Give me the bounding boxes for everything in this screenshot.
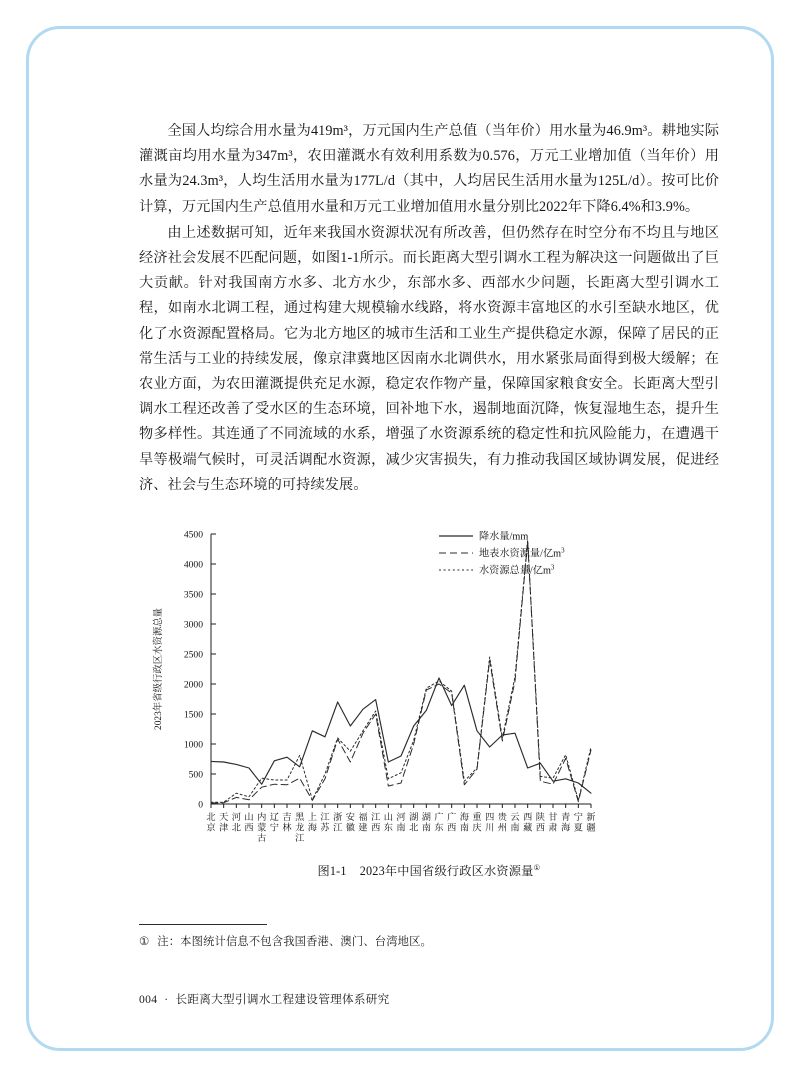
svg-text:浙: 浙 (333, 812, 343, 823)
svg-text:肃: 肃 (548, 822, 558, 833)
svg-text:江: 江 (295, 832, 305, 843)
page-border-frame (26, 26, 774, 1051)
figure-caption-text: 2023年中国省级行政区水资源量 (359, 864, 534, 879)
body-paragraph-2: 由上述数据可知，近年来我国水资源状况有所改善，但仍然存在时空分布不均且与地区经济社会发展不匹配问题，如图1-1所示。而长距离大型引调水工程为解决这一问题做出了巨大贡献。针对我国南方水多、北方水少，东部水多、西部水少问题，长距离大型引调水工程，如南水北调工程，通过构建大规模输水线路，将水资源丰富地区的水引至缺水地区，优化了水资源配置格局。它为北方地区的城市生活和工业生产提供稳定水源，保障了居民的正常生活与工业的持续发展，像京津冀地区因南水北调供水，用水紧张局面得到极大缓解；在农业方面，为农田灌溉提供充足水源，稳定农作物产量，保障国家粮食安全。长距离大型引调水工程还改善了受水区的生态环境，回补地下水，遏制地面沉降，恢复湿地生态，提升生物多样性。其连通了不同流域的水系，增强了水资源系统的稳定性和抗风险能力，在遭遇干旱等极端气候时，可灵活调配水资源，减少灾害损失，有力推动我国区域协调发展，促进经济、社会与生态环境的可持续发展。 (139, 224, 719, 493)
svg-text:京: 京 (206, 822, 216, 833)
svg-text:吉: 吉 (282, 812, 292, 823)
figure-caption (139, 862, 719, 879)
svg-text:山: 山 (383, 812, 393, 823)
svg-text:建: 建 (358, 822, 368, 833)
svg-text:州: 州 (497, 822, 507, 833)
svg-text:东: 东 (383, 822, 393, 833)
svg-text:3500: 3500 (183, 589, 203, 601)
footer-separator-dot: · (164, 993, 169, 1006)
svg-text:4000: 4000 (183, 559, 203, 571)
svg-text:内: 内 (257, 812, 267, 823)
svg-text:地表水资源量/亿m3: 地表水资源量/亿$m^3$ (479, 546, 565, 560)
svg-text:山: 山 (244, 812, 254, 823)
svg-text:新: 新 (586, 812, 596, 823)
svg-text:西: 西 (371, 822, 381, 833)
footnote-marker: ① (139, 936, 150, 948)
svg-text:津: 津 (219, 822, 229, 833)
page-content (139, 119, 719, 1024)
svg-text:夏: 夏 (573, 822, 583, 833)
svg-text:重: 重 (472, 812, 482, 823)
svg-text:湖: 湖 (409, 812, 419, 823)
svg-text:四: 四 (485, 812, 495, 823)
svg-text:北: 北 (206, 812, 216, 823)
svg-text:疆: 疆 (586, 822, 596, 833)
svg-text:海: 海 (459, 812, 469, 823)
svg-text:1000: 1000 (183, 739, 203, 751)
svg-text:广: 广 (447, 812, 457, 823)
svg-text:水资源总量/亿m3: 水资源总量/亿$m^3$ (479, 563, 555, 577)
figure-caption-footnote-marker: ① (533, 862, 541, 872)
svg-text:2500: 2500 (183, 649, 203, 661)
svg-text:川: 川 (485, 822, 495, 833)
svg-text:广: 广 (434, 812, 444, 823)
svg-text:降水量/mm: 降水量/mm (479, 531, 529, 543)
svg-text:江: 江 (371, 812, 381, 823)
footnote-divider (139, 924, 267, 925)
svg-text:西: 西 (447, 822, 457, 833)
svg-text:河: 河 (396, 812, 406, 823)
svg-text:湖: 湖 (421, 812, 431, 823)
page-footer (139, 991, 719, 1007)
svg-text:南: 南 (421, 822, 431, 833)
svg-text:天: 天 (219, 812, 229, 823)
svg-text:青: 青 (561, 812, 571, 823)
svg-text:500: 500 (188, 769, 203, 781)
svg-text:蒙: 蒙 (257, 822, 267, 833)
svg-text:西: 西 (523, 812, 533, 823)
svg-text:庆: 庆 (472, 822, 482, 833)
svg-text:西: 西 (244, 822, 254, 833)
figure-1-1 (139, 520, 719, 890)
water-resources-line-chart (139, 520, 719, 860)
body-paragraph-1: 全国人均综合用水量为419m³，万元国内生产总值（当年价）用水量为46.9m³。耕地实际灌溉亩均用水量为347m³，农田灌溉水有效利用系数为0.576，万元工业增加值（当年价）用水量为24.3m³，人均生活用水量为177L/d（其中，人均居民生活用水量为125L/d）。按可比价计算，万元国内生产总值用水量和万元工业增加值用水量分别比2022年下降6.4%和3.9%。 (139, 123, 719, 215)
svg-text:3000: 3000 (183, 619, 203, 631)
svg-text:藏: 藏 (523, 822, 533, 833)
svg-text:南: 南 (396, 822, 406, 833)
svg-text:1500: 1500 (183, 709, 203, 721)
svg-text:宁: 宁 (573, 812, 583, 823)
svg-text:海: 海 (561, 822, 571, 833)
svg-text:2000: 2000 (183, 679, 203, 691)
svg-text:江: 江 (333, 822, 343, 833)
svg-text:古: 古 (257, 832, 267, 843)
svg-text:龙: 龙 (295, 822, 305, 833)
svg-text:陕: 陕 (535, 812, 545, 823)
svg-text:南: 南 (510, 822, 520, 833)
svg-text:云: 云 (510, 812, 520, 823)
svg-text:福: 福 (358, 812, 368, 823)
svg-text:徽: 徽 (345, 822, 355, 833)
svg-text:西: 西 (535, 822, 545, 833)
svg-text:安: 安 (345, 812, 355, 823)
footnote-body: 注：本图统计信息不包含我国香港、澳门、台湾地区。 (157, 936, 433, 948)
figure-caption-label: 图1-1 (317, 864, 347, 879)
svg-text:黑: 黑 (295, 812, 305, 823)
svg-text:北: 北 (231, 822, 241, 833)
svg-text:上: 上 (307, 812, 317, 823)
svg-text:4500: 4500 (183, 529, 203, 541)
svg-text:2023年省级行政区水资源总量: 2023年省级行政区水资源总量 (154, 608, 164, 730)
svg-text:东: 东 (434, 822, 444, 833)
svg-text:苏: 苏 (320, 822, 330, 833)
page-number: 004 (139, 993, 158, 1006)
svg-text:甘: 甘 (548, 812, 558, 823)
svg-text:辽: 辽 (269, 812, 279, 823)
svg-text:江: 江 (320, 812, 330, 823)
svg-text:0: 0 (198, 799, 203, 811)
footnote-line (139, 934, 719, 951)
footnote (139, 924, 719, 951)
svg-text:贵: 贵 (497, 812, 507, 823)
chart-container (139, 520, 719, 860)
svg-text:河: 河 (231, 812, 241, 823)
svg-text:宁: 宁 (269, 822, 279, 833)
svg-text:南: 南 (459, 822, 469, 833)
svg-text:北: 北 (409, 822, 419, 833)
svg-text:海: 海 (307, 822, 317, 833)
svg-text:林: 林 (282, 822, 292, 833)
book-title: 长距离大型引调水工程建设管理体系研究 (175, 993, 390, 1006)
